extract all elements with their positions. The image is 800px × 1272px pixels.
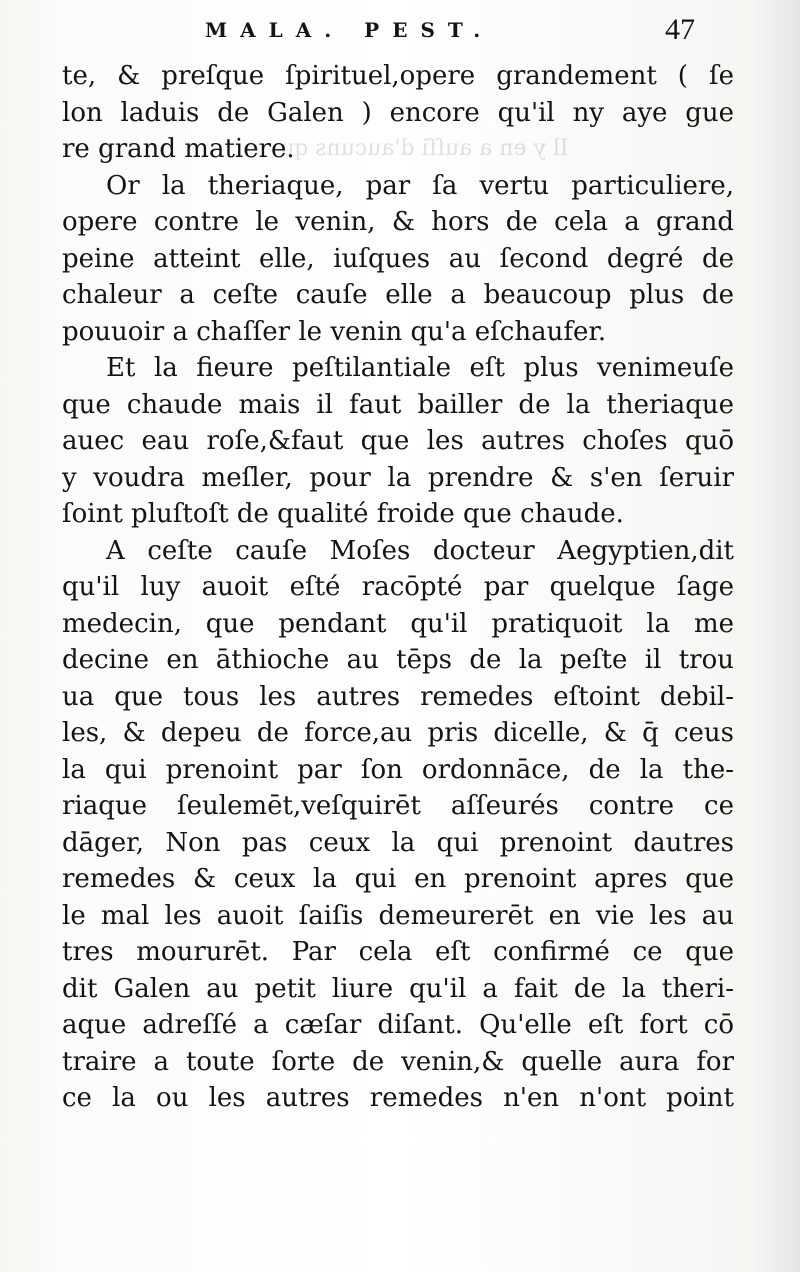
text-line: ſoint pluſtoſt de qualité froide que chaude. xyxy=(62,499,624,529)
text-line: decine en āthioche au tēps de la peſte il trou xyxy=(62,645,734,675)
text-line: Et la fieure peſtilantiale eſt plus venimeuſe xyxy=(106,353,734,383)
text-line: opere contre le venin, & hors de cela a grand xyxy=(62,207,734,237)
text-line: le mal les auoit ſaiſis demeurerēt en vie les au xyxy=(62,900,734,931)
text-line: lon laduis de Galen ) encore qu'il ny aye gue xyxy=(62,97,734,128)
text-line: traire a toute ſorte de venin,& quelle aura for xyxy=(62,1046,734,1077)
text-line: la qui prenoint par ſon ordonnāce, de la the- xyxy=(62,754,734,785)
text-line: te, & preſque ſpirituel,opere grandement ( ſe xyxy=(62,61,734,91)
page-header xyxy=(205,14,695,50)
text-line: aque adreſſé a cæſar diſant. Qu'elle eſt fort cō xyxy=(62,1010,734,1040)
text-line: peine atteint elle, iuſques au ſecond degré de xyxy=(62,243,734,274)
text-line: que chaude mais il faut bailler de la theriaque xyxy=(62,389,734,420)
text-line: medecin, que pendant qu'il pratiquoit la me xyxy=(62,608,734,639)
text-line: Or la theriaque, par ſa vertu particuliere, xyxy=(106,170,734,201)
text-line: auec eau roſe,&faut que les autres choſes quō xyxy=(62,426,734,456)
text-line: ua que tous les autres remedes eſtoint debil- xyxy=(62,681,734,712)
page-number: 47 xyxy=(665,13,695,46)
text-line: riaque ſeulemēt,veſquirēt aſſeurés contre ce xyxy=(62,791,734,821)
text-line: remedes & ceux la qui en prenoint apres que xyxy=(62,864,734,894)
text-line: tres moururēt. Par cela eſt confirmé ce que xyxy=(62,937,734,967)
text-line: A ceſte cauſe Moſes docteur Aegyptien,dit xyxy=(106,535,734,566)
text-line: ce la ou les autres remedes n'en n'ont point xyxy=(62,1083,734,1113)
text-line: dit Galen au petit liure qu'il a fait de la theri- xyxy=(62,973,734,1004)
text-line: y voudra meſler, pour la prendre & s'en ſeruir xyxy=(62,462,734,493)
running-title: MALA. PEST. xyxy=(205,18,494,42)
text-line: pouuoir a chaſſer le venin qu'a eſchaufer. xyxy=(62,316,607,347)
page-edge-shadow xyxy=(752,0,800,1272)
bleed-through-text: Il y en a auſſi d'aucuns qu xyxy=(280,136,569,161)
text-line: les, & depeu de force,au pris dicelle, & q̄ ceus xyxy=(62,718,734,748)
text-line: chaleur a ceſte cauſe elle a beaucoup plus de xyxy=(62,280,734,310)
text-line: dāger, Non pas ceux la qui prenoint dautres xyxy=(62,827,734,858)
body-text xyxy=(62,58,734,1117)
text-line: re grand matiere. xyxy=(62,134,295,164)
text-line: qu'il luy auoit eſté racōpté par quelque ſage xyxy=(62,572,734,602)
